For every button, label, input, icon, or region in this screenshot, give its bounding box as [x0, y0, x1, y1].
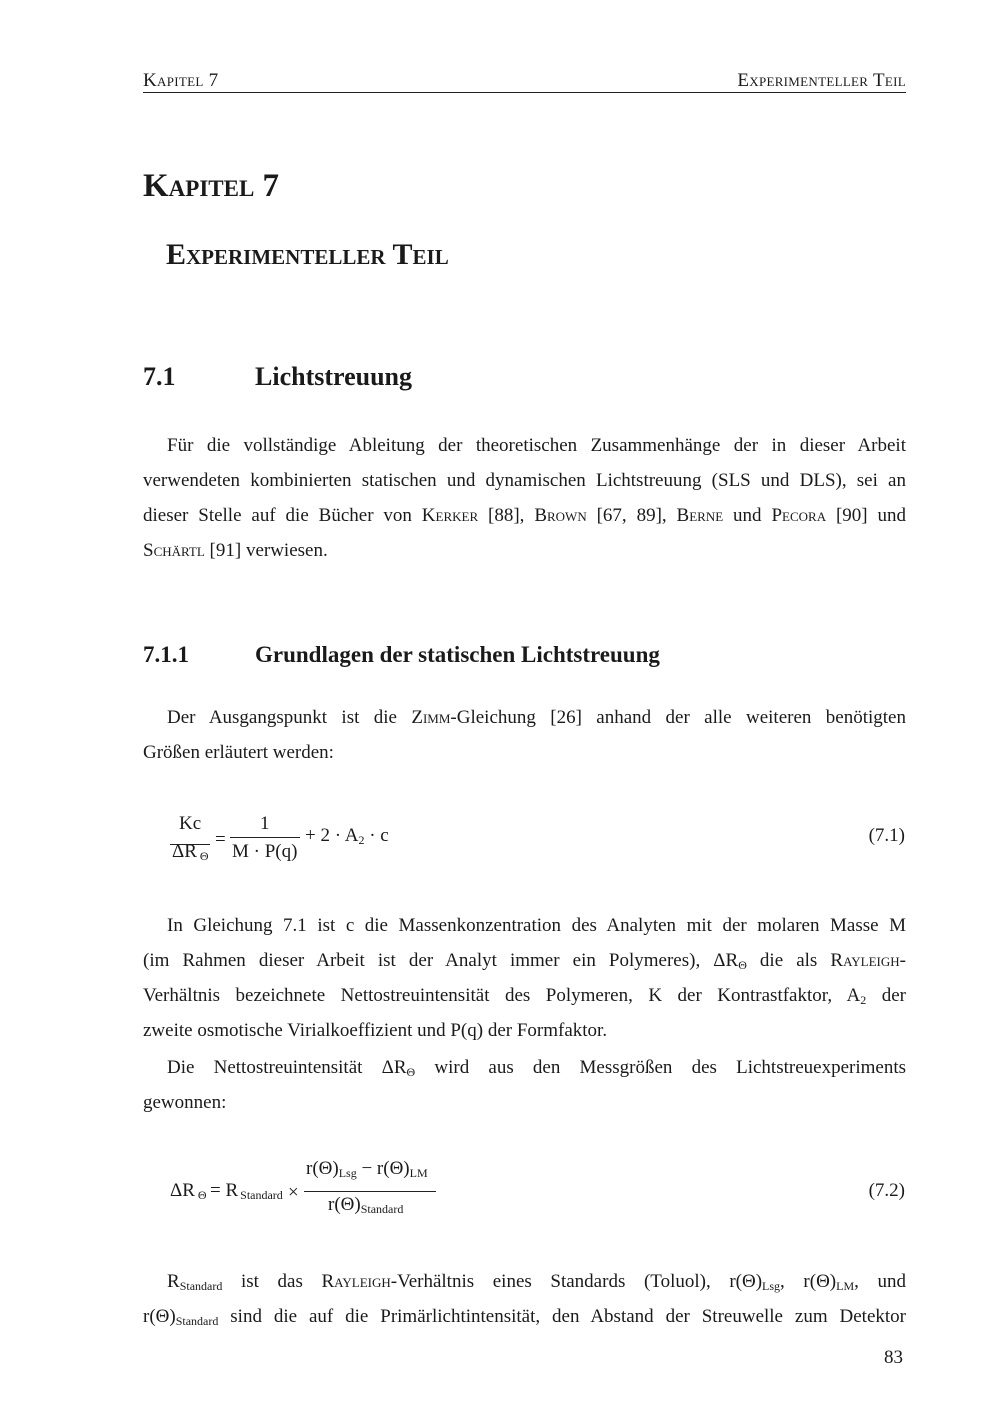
text-line: In Gleichung 7.1 ist c die Massenkonzentration des Analyten mit der molaren Masse M: [167, 915, 906, 936]
author-rayleigh: Rayleigh: [321, 1271, 391, 1292]
author-schaertl: Schärtl: [143, 540, 205, 561]
eq1-rhs-numerator: 1: [260, 813, 270, 834]
subsection-number: 7.1.1: [143, 642, 189, 667]
author-zimm: Zimm: [411, 707, 451, 728]
eq1-rhs-denominator: M · P(q): [232, 841, 298, 862]
running-header-left: Kapitel 7: [143, 70, 219, 91]
eq2-fraction-bar: [304, 1191, 436, 1192]
paragraph-net-intensity: [143, 1050, 906, 1120]
paragraph-definitions: [143, 908, 906, 1048]
subsection-intro: [143, 700, 906, 770]
section-paragraph: [143, 428, 906, 568]
text-line: zweite osmotische Virialkoeffizient und P(q) der Formfaktor.: [143, 1020, 608, 1041]
eq2-denominator: $r(\Theta)_{Standard}$: [328, 1194, 404, 1216]
running-header-right: Experimenteller Teil: [737, 70, 906, 91]
chapter-label: Kapitel 7: [143, 168, 280, 204]
text-line: dieser Stelle auf die Bücher von Kerker [88], Brown [67, 89], Berne und Pecora [90] und: [143, 505, 907, 526]
text-line: (im Rahmen dieser Arbeit ist der Analyt immer ein Polymeres), $\Delta R_\Theta$ die als Rayleigh-: [143, 950, 906, 972]
text-line: Schärtl [91] verwiesen.: [143, 540, 328, 561]
section-number: 7.1: [143, 362, 176, 391]
author-berne: Berne: [676, 505, 724, 526]
author-kerker: Kerker: [421, 505, 479, 526]
eq1-number: (7.1): [868, 825, 905, 846]
eq2-lhs: ΔR $_\Theta$: [170, 1180, 207, 1202]
author-rayleigh: Rayleigh: [830, 950, 900, 971]
subsection-title: Grundlagen der statischen Lichtstreuung: [255, 642, 660, 667]
eq2-equals-r: = R $_{Standard}$: [210, 1180, 283, 1202]
text-line: $r(\Theta)_{Standard}$ sind die auf die Primärlichtintensität, den Abstand der Streuwelle zum Detektor: [143, 1306, 906, 1328]
eq1-lhs-denominator: ΔR $_\Theta$: [172, 841, 209, 863]
text-line: $R_{Standard}$ ist das Rayleigh-Verhältnis eines Standards (Toluol), $r(\Theta)_{Lsg}$, $r(\Theta)_{LM}$, und: [167, 1271, 906, 1293]
author-brown: Brown: [534, 505, 587, 526]
text-line: Verhältnis bezeichnete Nettostreuintensität des Polymeren, K der Kontrastfaktor, $A_2$ der: [143, 985, 906, 1007]
equation-7-1: [168, 810, 908, 870]
eq1-lhs-numerator: Kc: [179, 813, 202, 834]
eq1-tail: + $2 \cdot A_2 \cdot c$: [305, 825, 389, 847]
text-line: verwendeten kombinierten statischen und dynamischen Lichtstreuung (SLS und DLS), sei an: [143, 470, 906, 491]
paragraph-standard: [143, 1264, 906, 1334]
section-title: Lichtstreuung: [255, 362, 412, 391]
text-line: Für die vollständige Ableitung der theoretischen Zusammenhänge der in dieser Arbeit: [167, 435, 906, 456]
text-line: Der Ausgangspunkt ist die Zimm-Gleichung [26] anhand der alle weiteren benötigten: [167, 707, 906, 728]
eq1-equals: =: [215, 829, 226, 850]
text-line: Die Nettostreuintensität $\Delta R_\Theta$ wird aus den Messgrößen des Lichtstreuexperiments: [167, 1057, 907, 1079]
eq2-number: (7.2): [868, 1180, 905, 1201]
author-pecora: Pecora: [771, 505, 827, 526]
text-line: Größen erläutert werden:: [143, 742, 334, 763]
eq2-numerator: $r(\Theta)_{Lsg} - r(\Theta)_{LM}$: [306, 1158, 428, 1180]
text-line: gewonnen:: [143, 1092, 227, 1113]
page-number: 83: [884, 1347, 903, 1368]
eq2-times: ×: [288, 1182, 299, 1203]
chapter-title: Experimenteller Teil: [166, 238, 449, 271]
equation-7-2: [168, 1158, 908, 1224]
header-rule: [143, 92, 906, 93]
eq1-rhs-fraction-bar: [230, 837, 300, 838]
